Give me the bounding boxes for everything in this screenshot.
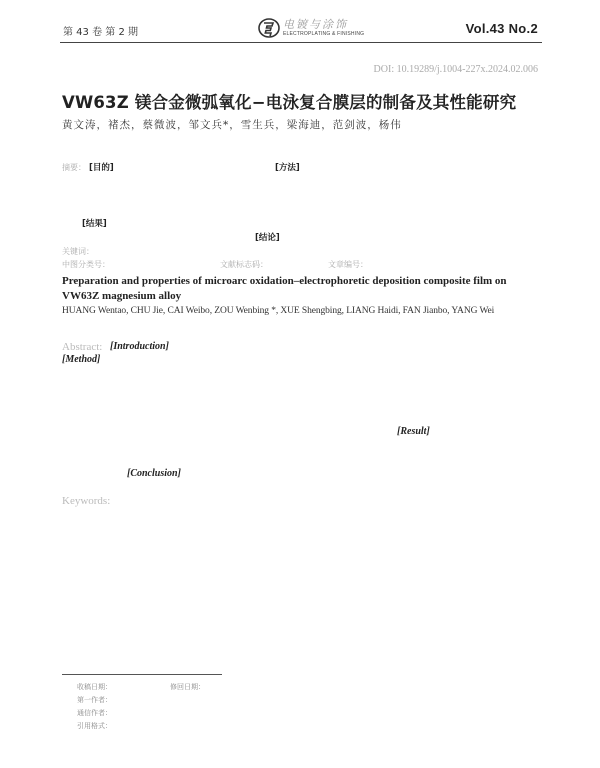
abstract-conclusion-en: [Conclusion] bbox=[127, 468, 181, 479]
abstract-method-en: [Method] bbox=[62, 354, 101, 365]
revised-date-label: 修回日期： bbox=[170, 683, 205, 691]
abstract-result-cn: [结果] bbox=[82, 219, 107, 229]
abstract-objective-cn: [目的] bbox=[89, 163, 114, 173]
received-date-label: 收稿日期： bbox=[77, 683, 112, 691]
doi: DOI: 10.19289/j.1004-227x.2024.02.006 bbox=[373, 64, 538, 75]
header-divider bbox=[60, 42, 542, 43]
article-number-label: 文章编号： bbox=[328, 260, 368, 269]
abstract-method-cn: [方法] bbox=[275, 163, 300, 173]
journal-logo-text bbox=[283, 19, 364, 37]
document-code-label: 文献标志码： bbox=[220, 260, 268, 269]
journal-logo bbox=[258, 18, 364, 38]
abstract-label-cn: 摘要： bbox=[62, 163, 86, 172]
abstract-label-en: Abstract: bbox=[62, 341, 103, 353]
keywords-label-en: Keywords: bbox=[62, 495, 111, 507]
clc-number-label: 中图分类号： bbox=[62, 260, 110, 269]
abstract-conclusion-cn: [结论] bbox=[255, 233, 280, 243]
volume-issue-cn: 第 43 卷 第 2 期 bbox=[63, 27, 138, 38]
citation-format-label: 引用格式： bbox=[77, 722, 112, 730]
abstract-result-en: [Result] bbox=[397, 426, 430, 437]
paper-title-en: Preparation and properties of microarc oxidation–electrophoretic deposition composite film on VW63Z magnesium alloy bbox=[62, 275, 507, 302]
first-author-label: 第一作者： bbox=[77, 696, 112, 704]
keywords-label-cn: 关键词： bbox=[62, 247, 94, 256]
journal-logo-icon bbox=[258, 18, 280, 38]
paper-title-cn: VW63Z 镁合金微弧氧化−电泳复合膜层的制备及其性能研究 bbox=[62, 93, 517, 112]
journal-name-en: ELECTROPLATING & FINISHING bbox=[283, 31, 365, 37]
volume-issue-en: Vol.43 No.2 bbox=[465, 21, 538, 36]
abstract-introduction-en: [Introduction] bbox=[110, 341, 169, 352]
authors-en: HUANG Wentao, CHU Jie, CAI Weibo, ZOU Wenbing *, XUE Shengbing, LIANG Haidi, FAN Jianbo, YANG Wei bbox=[62, 306, 495, 316]
footnote-divider bbox=[62, 674, 222, 675]
authors-cn: 黄文涛，褚杰，蔡微波，邹文兵*，雪生兵，梁海迪，范剑波，杨伟 bbox=[62, 119, 402, 131]
journal-name-cn: 电镀与涂饰 bbox=[283, 18, 348, 31]
corresponding-author-label: 通信作者： bbox=[77, 709, 112, 717]
